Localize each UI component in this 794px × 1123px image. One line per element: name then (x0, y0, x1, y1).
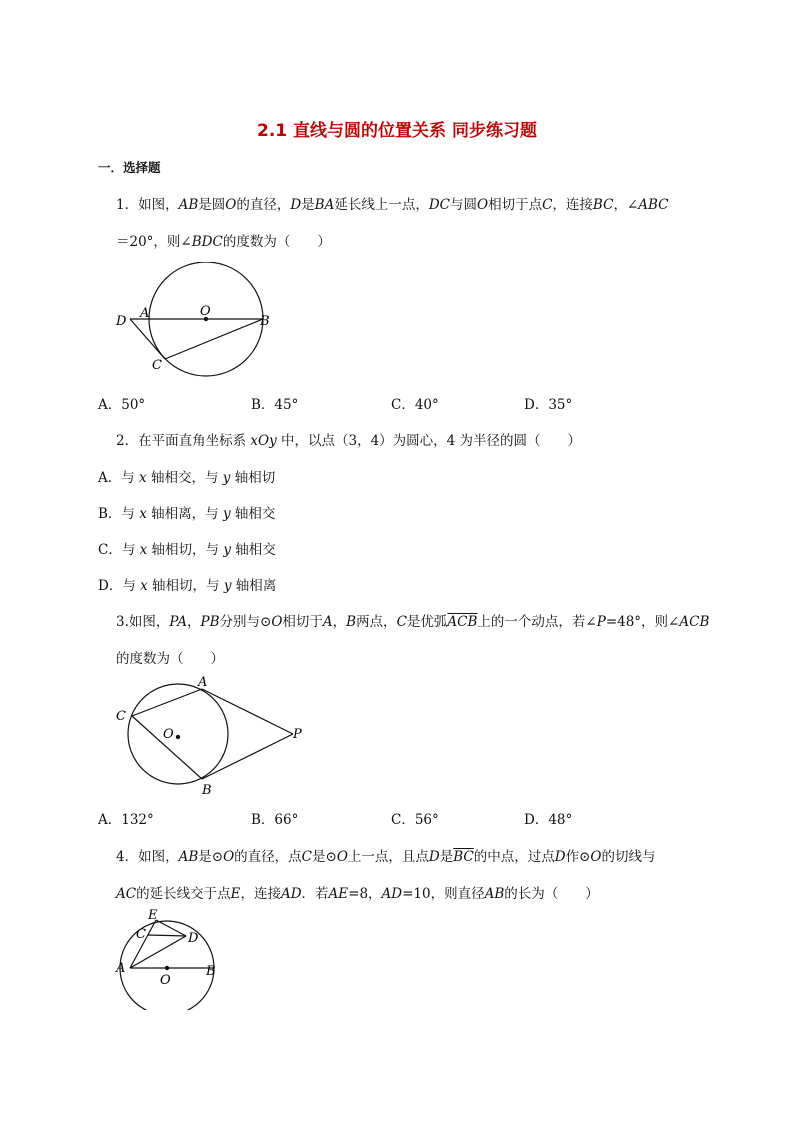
q1-text: 的直径， (236, 197, 291, 213)
q2-option-text: A．与 (98, 470, 140, 486)
q3-option-a[interactable]: A．132° (98, 812, 154, 828)
q2-option-text: 轴相离 (231, 578, 277, 594)
q1-text: C (542, 197, 553, 213)
q4-text: 作⊙ (565, 849, 591, 865)
q4-label-e: E (148, 908, 158, 923)
q4-text: C (301, 849, 312, 865)
q4-text: 的中点，过点 (473, 849, 555, 865)
q3-text: 是优弧 (406, 614, 448, 630)
q2-option-text: y (222, 506, 231, 522)
q4-center-dot (165, 966, 169, 970)
q4-text: $\overline{BC}$ (453, 849, 474, 865)
q3-label-a: A (198, 675, 208, 690)
q1-label-b: B (260, 314, 270, 329)
q3-option-b[interactable]: B．66° (251, 812, 299, 828)
q3-line-ca (132, 689, 202, 716)
q2-option-text: D．与 (98, 578, 141, 594)
q1-line1 (116, 193, 669, 213)
q3-figure (110, 672, 310, 800)
q2-option-text: x (139, 542, 148, 558)
q4-text: 是 (439, 849, 454, 865)
q1-text: ABC (638, 197, 669, 213)
q1-option-a[interactable]: A．50° (98, 397, 146, 413)
q1-text: 的度数为（ ） (222, 234, 331, 250)
q1-number: 1． (116, 197, 139, 213)
q2-option-text: y (222, 470, 231, 486)
q3-text: A (322, 614, 333, 630)
q1-text: 延长线上一点， (334, 197, 429, 213)
q1-text: BDC (191, 234, 223, 250)
q3-text: B (346, 614, 357, 630)
q3-text: PA (169, 614, 187, 630)
q4-line1 (116, 845, 655, 865)
q1-text: AB (178, 197, 199, 213)
q4-text: AC (116, 886, 137, 902)
q4-text: AE (328, 886, 349, 902)
q2-option-text: x (140, 578, 148, 594)
q2-option-text: 轴相离，与 (146, 506, 223, 522)
q1-text: 是 (301, 197, 315, 213)
q2-option-text: 轴相切 (230, 470, 276, 486)
q1-text: ＝20°，则∠ (116, 234, 192, 250)
q3-text: PB (200, 614, 220, 630)
q1-text: 如图， (138, 197, 179, 213)
q4-text: 的直径，点 (234, 849, 302, 865)
q3-option-d[interactable]: D．48° (524, 812, 573, 828)
q2-option-b[interactable] (98, 502, 275, 522)
q1-label-c: C (152, 358, 162, 373)
q3-text: ， (332, 614, 347, 630)
q2-option-text: 轴相切，与 (147, 542, 224, 558)
q4-text: =10，则直径 (402, 886, 485, 902)
q4-text: 是⊙ (198, 849, 224, 865)
q2-option-d[interactable] (98, 574, 276, 594)
q2-text: xOy (250, 433, 277, 449)
q2-option-text: x (139, 470, 147, 486)
section-heading: 一．选择题 (98, 160, 161, 175)
q4-text: 的延长线交于点 (136, 886, 231, 902)
q4-text: 的切线与 (601, 849, 656, 865)
q1-line-dc (130, 319, 165, 359)
q3-label-b: B (202, 783, 212, 798)
q2-option-text: y (223, 542, 231, 558)
q2-option-text: x (139, 506, 147, 522)
q2-stem (116, 429, 581, 449)
q2-option-a[interactable] (98, 466, 275, 486)
q2-option-text: 轴相交 (230, 506, 276, 522)
q4-label-a: A (116, 961, 126, 976)
q1-text: BC (592, 197, 614, 213)
q3-label-p: P (293, 727, 302, 742)
q1-option-b[interactable]: B．45° (251, 397, 299, 413)
q4-text: O (336, 849, 348, 865)
q1-line2 (116, 230, 331, 250)
q2-option-text: y (223, 578, 232, 594)
q3-text: 相切于 (282, 614, 323, 630)
q2-option-text: C．与 (98, 542, 140, 558)
q1-text: ，∠ (613, 197, 639, 213)
q2-option-text: 轴相交，与 (146, 470, 223, 486)
q2-option-text: 轴相交 (230, 542, 276, 558)
q3-circle (128, 684, 228, 784)
q1-text: DC (428, 197, 450, 213)
q3-text: O (271, 614, 283, 630)
q4-line2 (116, 882, 599, 902)
q1-option-d[interactable]: D．35° (524, 397, 573, 413)
q1-text: 与圆 (450, 197, 477, 213)
q4-text: 的长为（ ） (504, 886, 599, 902)
q3-line-pb (202, 734, 293, 779)
q4-text: ．若 (301, 886, 329, 902)
q4-text: AB (484, 886, 505, 902)
q3-center-dot (176, 735, 180, 739)
q4-label-c: C (136, 927, 146, 942)
q4-text: O (590, 849, 602, 865)
q4-text: D (428, 849, 440, 865)
q1-label-o: O (200, 304, 211, 319)
q4-text: 是⊙ (312, 849, 337, 865)
q4-text: AD (280, 886, 302, 902)
q1-text: O (477, 197, 489, 213)
q3-text: 3.如图， (116, 614, 170, 630)
q4-figure (110, 905, 230, 1010)
q4-label-b: B (206, 964, 216, 979)
page-title: 2.1 直线与圆的位置关系 同步练习题 (257, 121, 537, 141)
q4-label-d: D (188, 931, 199, 946)
q2-text: 中，以点（3，4）为圆心，4 为半径的圆（ ） (276, 433, 582, 449)
q4-label-o: O (160, 973, 171, 988)
q3-label-c: C (116, 709, 126, 724)
q1-text: BA (314, 197, 335, 213)
q3-text: =48°，则∠ (605, 614, 680, 630)
q4-line-ed (156, 920, 186, 936)
q3-text: $\overline{ACB}$ (447, 614, 478, 630)
q2-option-c[interactable] (98, 538, 276, 558)
q4-text: D (554, 849, 566, 865)
q4-text: E (230, 886, 241, 902)
q3-label-o: O (163, 727, 174, 742)
q3-text: 两点， (356, 614, 397, 630)
q4-text: 4．如图， (116, 849, 179, 865)
q2-text: 2．在平面直角坐标系 (116, 433, 251, 449)
q4-line-cd (148, 935, 186, 936)
q3-option-c[interactable]: C．56° (391, 812, 439, 828)
q3-text: C (396, 614, 407, 630)
q1-line-cb (165, 319, 263, 359)
q4-text: AB (178, 849, 199, 865)
q4-text: O (223, 849, 235, 865)
q1-label-a: A (140, 306, 150, 321)
q3-text: ACB (679, 614, 710, 630)
q4-text: AD (381, 886, 403, 902)
q3-line2: 的度数为（ ） (116, 651, 224, 667)
q1-option-c[interactable]: C．40° (391, 397, 439, 413)
q3-line1 (116, 610, 709, 630)
q3-line-pa (202, 689, 293, 734)
q3-text: 分别与⊙ (219, 614, 272, 630)
q1-label-d: D (116, 314, 127, 329)
q4-text: ，连接 (240, 886, 281, 902)
q2-option-text: B．与 (98, 506, 140, 522)
q1-text: ，连接 (552, 197, 593, 213)
q1-figure (110, 262, 290, 378)
q1-text: 是圆 (198, 197, 226, 213)
q1-text: D (290, 197, 302, 213)
q3-text: P (596, 614, 606, 630)
q3-text: 上的一个动点，若∠ (477, 614, 597, 630)
q2-option-text: 轴相切，与 (147, 578, 224, 594)
q1-text: O (225, 197, 237, 213)
q4-text: 上一点，且点 (347, 849, 429, 865)
q3-text: ， (186, 614, 201, 630)
q1-text: 相切于点 (488, 197, 543, 213)
q4-text: =8， (348, 886, 382, 902)
